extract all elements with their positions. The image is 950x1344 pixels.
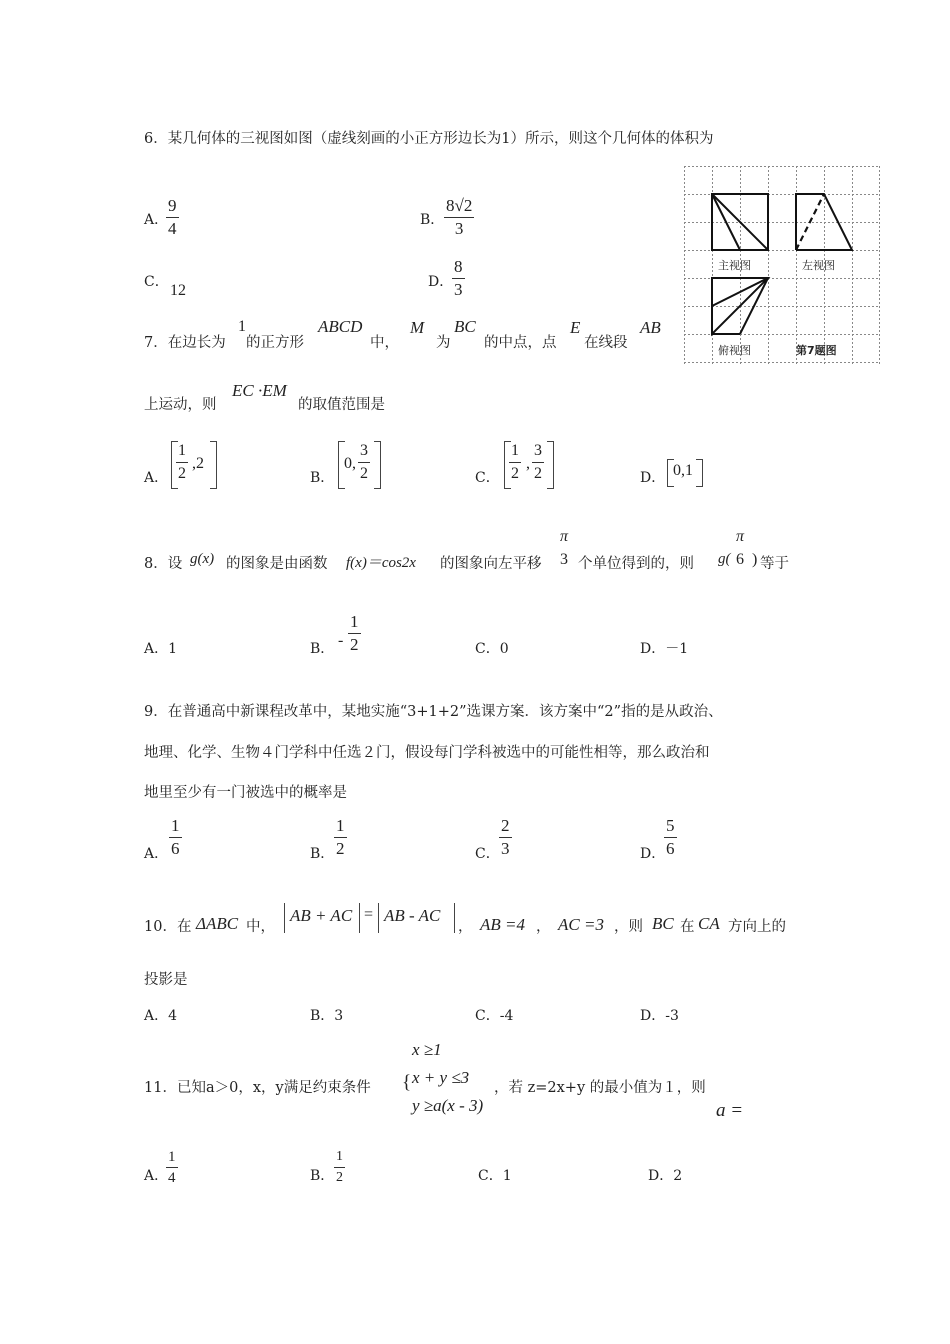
q11-option-a-fraction [166,1148,178,1187]
q8-text-5: 等于 [760,556,789,572]
q11-option-b-label: B． [310,1168,335,1184]
numerator: 8√2 [446,196,473,215]
denominator: 3 [454,280,463,299]
q7-option-c-comma: , [526,455,530,472]
denominator: 2 [511,465,519,482]
q11-text-1: 11．已知a＞0，x，y满足约束条件 [144,1080,371,1096]
q9-option-a-fraction [169,816,182,859]
q10-text-2: 中， [246,919,275,935]
q8-close-paren: ) [752,551,758,568]
q9-option-c-fraction [499,816,512,859]
front-view-label: 主视图 [718,259,751,272]
denominator: 2 [350,635,359,654]
q7-segment-ab: AB [640,318,661,337]
q7-option-c-label: C． [475,470,500,486]
numerator: 3 [534,442,542,459]
numerator: 1 [350,612,359,631]
right-bracket [696,459,703,487]
q7-text-3: 中， [370,335,399,351]
q9-line-1: 9．在普通高中新课程改革中，某地实施“3+1+2”选课方案．该方案中“2”指的是从政治、 [144,704,723,720]
denominator: 6 [666,839,675,858]
q7-option-b-fraction [358,441,370,484]
q9-option-c-label: C． [475,846,500,862]
q6-stem: 6．某几何体的三视图如图（虚线刻画的小正方形边长为1）所示，则这个几何体的体积为 [144,131,714,147]
q8-text-1: 8．设 [144,556,183,572]
q9-option-d-label: D． [640,846,666,862]
q6-option-c-label: C． [144,274,169,290]
numerator: 1 [168,1149,176,1165]
q10-line-2: 投影是 [144,972,188,988]
q7-text-line2a: 上运动，则 [144,397,217,413]
q10-option-a: A．4 [144,1008,178,1024]
numerator: 5 [666,816,675,835]
q7-option-a-tail: ,2 [192,455,204,472]
abs-bar [378,903,379,933]
q11-constraint-2: x + y ≤3 [412,1068,470,1087]
q8-text-2: 的图象是由函数 [226,556,328,572]
denominator: 6 [736,551,744,568]
q9-option-a-label: A． [144,846,169,862]
q11-option-a-label: A． [144,1168,169,1184]
q11-text-2: ，若 z=2x+y 的最小值为１，则 [494,1080,706,1096]
denominator: 3 [501,839,510,858]
numerator: 1 [171,816,180,835]
right-bracket [374,441,381,489]
numerator: 9 [168,196,177,215]
q10-triangle: ΔABC [196,914,239,933]
q7-option-a-fraction [176,441,188,484]
denominator: 2 [534,465,542,482]
right-bracket [210,441,217,489]
q6-option-b-label: B． [420,212,445,228]
denominator: 4 [168,1170,176,1186]
q8-text-3: 的图象向左平移 [440,556,542,572]
q10-lhs: AB + AC [290,906,353,925]
q10-rhs: AB - AC [384,906,441,925]
q10-option-d: D．-3 [640,1008,679,1024]
q11-option-b-fraction [334,1148,345,1187]
q7-segment-bc: BC [454,317,476,336]
q9-option-b-label: B． [310,846,335,862]
q8-option-b-label: B． [310,641,335,657]
q10-comma: ， [458,919,473,935]
q10-equals: = [364,906,374,923]
q8-eval-fraction [734,527,746,570]
q11-brace: { [402,1072,412,1093]
q8-gx: g(x) [190,551,215,567]
numerator: 1 [336,1149,343,1164]
numerator: 8 [454,257,463,276]
q8-option-b-fraction [348,612,361,655]
numerator: 2 [501,816,510,835]
q11-constraint-3: y ≥a(x - 3) [412,1096,484,1115]
numerator: 1 [178,442,186,459]
q7-option-a-label: A． [144,470,169,486]
q7-option-c-fraction-1 [509,441,521,484]
denominator: 3 [454,219,464,238]
q6-option-a-label: A． [144,212,169,228]
q8-text-4: 个单位得到的，则 [578,556,694,572]
numerator: π [560,528,569,545]
side-view-label: 左视图 [802,259,835,272]
q11-constraint-1: x ≥1 [412,1040,442,1059]
abs-bar [284,903,285,933]
q10-comma-2: ， [536,919,551,935]
q8-option-d: D．－1 [640,641,689,657]
q10-option-c: C．-4 [475,1008,514,1024]
q7-point-m: M [410,318,425,337]
q10-text-1: 10．在 [144,919,192,935]
three-view-figure [684,166,880,364]
q8-option-b-sign: - [338,632,344,649]
q9-line-3: 地里至少有一门被选中的概率是 [144,785,347,801]
q7-point-e: E [570,318,581,337]
q10-text-5: 方向上的 [728,919,786,935]
q9-line-2: 地理、化学、生物４门学科中任选２门，假设每门学科被选中的可能性相等，那么政治和 [144,745,710,761]
q10-vector-bc: BC [652,914,674,933]
q7-square-abcd: ABCD [318,317,363,336]
q7-option-c-fraction-2 [532,441,544,484]
q8-option-a: A．1 [144,641,178,657]
q10-ab-value: AB =4 [480,915,525,934]
top-view-label: 俯视图 [718,344,751,357]
q9-option-b-fraction [334,816,347,859]
q6-option-d-label: D． [428,274,454,290]
q7-text-5: 的中点，点 [484,335,557,351]
denominator: 2 [178,465,186,482]
q7-option-b-label: B． [310,470,335,486]
q10-ac-value: AC =3 [558,915,604,934]
denominator: 2 [336,1170,343,1185]
q11-a-equals: a = [716,1100,744,1121]
three-view-drawing [684,166,880,364]
q10-vector-ca: CA [698,914,720,933]
numerator: 1 [511,442,519,459]
q7-option-d-label: D． [640,470,666,486]
q7-dot-product: EC ·EM [232,381,287,400]
q8-shift-fraction [558,527,570,570]
q10-option-b: B．3 [310,1008,344,1024]
denominator: 4 [168,219,177,238]
q7-option-b-head: 0, [344,455,356,472]
denominator: 6 [171,839,180,858]
q11-option-d: D．2 [648,1168,683,1184]
q6-option-b-fraction [444,196,474,239]
figure-caption: 第7题图 [796,344,837,357]
q9-option-d-fraction [664,816,677,859]
abs-bar [454,903,455,933]
numerator: 1 [336,816,345,835]
q6-option-a-fraction [166,196,179,239]
abs-bar [359,903,360,933]
q7-option-d-value: 0,1 [673,462,693,479]
q7-side-length: 1 [238,318,246,335]
q10-text-4: 在 [680,919,695,935]
q8-fx: f(x)＝cos2x [346,555,416,571]
numerator: 3 [360,442,368,459]
q7-text-4: 为 [436,335,451,351]
q7-text-2: 的正方形 [246,335,304,351]
q6-option-c-value: 12 [170,282,186,299]
q8-option-c: C．0 [475,641,509,657]
right-bracket [547,441,554,489]
numerator: π [736,528,745,545]
denominator: 2 [336,839,345,858]
q8-g: g( [718,551,731,567]
q6-option-d-fraction [452,257,465,300]
denominator: 2 [360,465,368,482]
q7-text-6: 在线段 [584,335,628,351]
q7-text-line2b: 的取值范围是 [298,397,385,413]
denominator: 3 [560,551,568,568]
q10-text-3: ，则 [614,919,643,935]
q7-text-1: 7．在边长为 [144,335,226,351]
q11-option-c: C．1 [478,1168,512,1184]
